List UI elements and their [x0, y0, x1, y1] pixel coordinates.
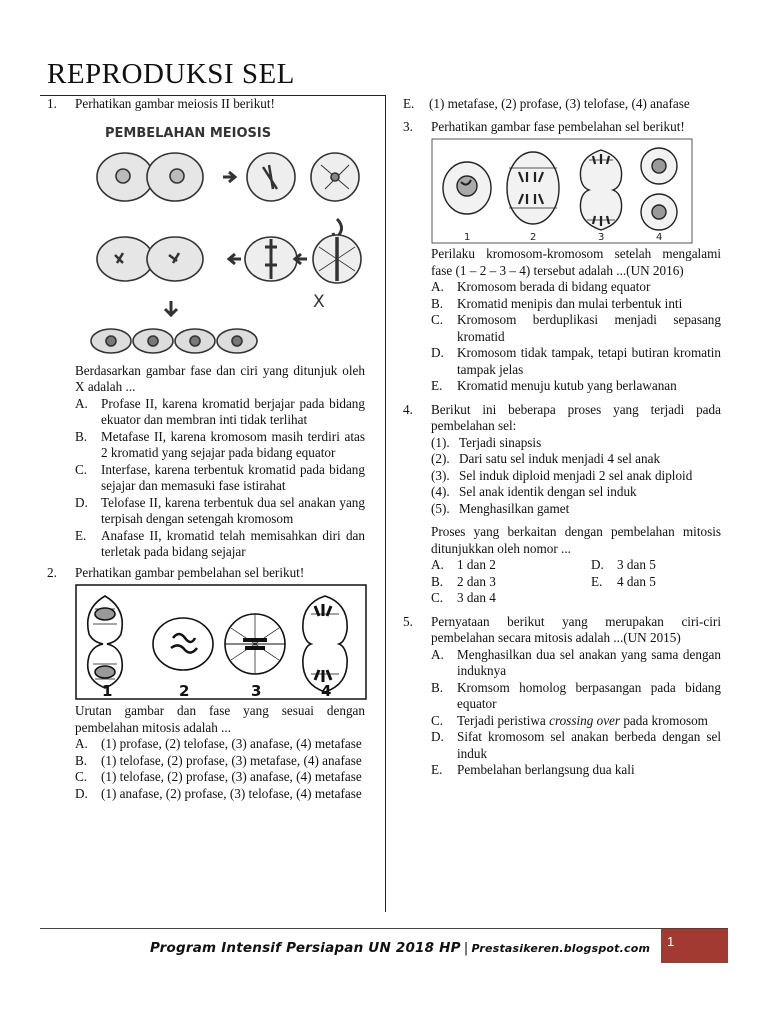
footer-rule	[40, 928, 728, 929]
options-list	[431, 279, 721, 395]
cell-2	[507, 152, 559, 224]
figure-label-x: X	[313, 291, 325, 312]
footer-blog-link[interactable]: Prestasikeren.blogspot.com	[471, 942, 651, 955]
option-a[interactable]: A. Kromosom berada di bidang equator	[431, 279, 651, 294]
process-item: (4). Sel anak identik dengan sel induk	[431, 484, 637, 499]
option-b[interactable]: B. 2 dan 3	[431, 573, 496, 589]
question-prompt: Perhatikan gambar pembelahan sel berikut!	[75, 564, 305, 580]
question-number: 2.	[47, 564, 57, 580]
option-e[interactable]: E. Kromatid menuju kutub yang berlawanan	[431, 378, 677, 393]
option-e[interactable]: E. Anafase II, kromatid telah memisahkan diri dan terletak pada bidang sejajar	[75, 527, 365, 559]
process-item: (3). Sel induk diploid menjadi 2 sel anak diploid	[431, 467, 693, 483]
cell-pair-mid-1	[97, 237, 203, 281]
question-3	[403, 119, 721, 395]
cell-mid-3	[313, 235, 361, 283]
page-number: 1	[667, 934, 675, 949]
question-stem: Proses yang berkaitan dengan pembelahan mitosis ditunjukkan oleh nomor ...	[431, 524, 721, 556]
process-item: (1). Terjadi sinapsis	[431, 434, 542, 450]
option-d[interactable]: D. (1) anafase, (2) profase, (3) telofase, (4) metafase	[75, 785, 362, 801]
option-c[interactable]: C. (1) telofase, (2) profase, (3) anafase, (4) metafase	[75, 769, 362, 784]
footer-program: Program Intensif Persiapan UN 2018 HP	[150, 940, 461, 956]
option-a[interactable]: A. 1 dan 2	[431, 557, 496, 572]
question-prompt: Pernyataan berikut yang merupakan ciri-ciri pembelahan secara mitosis adalah ...(UN 2015)	[431, 613, 721, 645]
figure-title: PEMBELAHAN MEIOSIS	[105, 125, 272, 141]
cell-mid-2	[245, 237, 297, 281]
page-number-box	[661, 929, 728, 963]
question-stem: Perilaku kromosom-kromosom setelah mengalami fase (1 – 2 – 3 – 4) tersebut adalah ...(UN 2016)	[431, 246, 721, 278]
option-d[interactable]: D. 3 dan 5	[591, 557, 656, 572]
footer-text	[150, 940, 650, 956]
cell-division-figure	[431, 138, 693, 244]
question-number: 1.	[47, 96, 57, 111]
cell-row-bottom	[91, 329, 257, 353]
cell-top-3	[311, 153, 359, 201]
option-a[interactable]: A. Profase II, karena kromatid berjajar pada bidang ekuator dan membran inti tidak terlihat	[75, 395, 365, 427]
option-d[interactable]: D. Sifat kromosom sel anakan berbeda dengan sel induk	[431, 729, 721, 761]
question-prompt: Perhatikan gambar meiosis II berikut!	[75, 96, 275, 111]
option-e[interactable]: E. Pembelahan berlangsung dua kali	[431, 762, 635, 777]
cell-top-2	[247, 153, 295, 201]
page-title: REPRODUKSI SEL	[47, 58, 295, 90]
question-number: 3.	[403, 118, 413, 134]
figure-label-1: 1	[102, 682, 113, 700]
options-list	[75, 736, 365, 802]
footer-separator: |	[463, 940, 469, 956]
option-e[interactable]: E. 4 dan 5	[591, 573, 656, 589]
figure-label-1: 1	[464, 232, 471, 243]
option-c[interactable]: C. Kromosom berduplikasi menjadi sepasang kromatid	[431, 312, 721, 344]
left-column	[47, 96, 365, 802]
question-stem: Berdasarkan gambar fase dan ciri yang ditunjuk oleh X adalah ...	[75, 362, 365, 394]
option-a[interactable]: A. (1) profase, (2) telofase, (3) anafase, (4) metafase	[75, 736, 362, 751]
arrow-right-icon	[223, 172, 235, 182]
option-d[interactable]: D. Kromosom tidak tampak, tetapi butiran kromatin tampak jelas	[431, 345, 721, 377]
cell-pair-top-1	[97, 153, 203, 201]
option-e[interactable]: E. (1) metafase, (2) profase, (3) telofase, (4) anafase	[403, 96, 690, 111]
options-grid	[431, 557, 721, 607]
arrow-left-icon	[229, 254, 241, 264]
question-number: 5.	[403, 613, 413, 629]
option-c[interactable]: C. Interfase, karena terbentuk kromatid pada bidang sejajar dan memasuki fase istirahat	[75, 461, 365, 493]
cell-1	[443, 162, 491, 214]
question-1	[47, 96, 365, 561]
option-b[interactable]: B. Metafase II, karena kromosom masih terdiri atas 2 kromatid yang sejajar pada bidang equator	[75, 428, 365, 460]
mitosis-figure	[75, 584, 367, 700]
figure-label-3: 3	[598, 232, 605, 243]
question-stem: Urutan gambar dan fase yang sesuai dengan pembelahan mitosis adalah ...	[75, 703, 365, 735]
question-number: 4.	[403, 401, 413, 417]
meiosis-figure	[75, 119, 365, 359]
process-item: (2). Dari satu sel induk menjadi 4 sel anak	[431, 451, 661, 466]
option-b[interactable]: B. Kromatid menipis dan mulai terbentuk inti	[431, 295, 683, 311]
option-c[interactable]: C. 3 dan 4	[431, 590, 496, 605]
options-list-continued	[403, 96, 721, 113]
figure-label-3: 3	[251, 682, 262, 700]
option-d[interactable]: D. Telofase II, karena terbentuk dua sel anakan yang terpisah dengan setengah kromosom	[75, 494, 365, 526]
cell-metafase	[225, 614, 285, 674]
arrow-down-icon	[165, 301, 177, 315]
figure-label-2: 2	[179, 682, 190, 700]
option-a[interactable]: A. Menghasilkan dua sel anakan yang sama dengan induknya	[431, 646, 721, 678]
question-2	[47, 565, 365, 803]
question-prompt: Berikut ini beberapa proses yang terjadi pada pembelahan sel:	[431, 401, 721, 433]
question-4	[403, 402, 721, 607]
option-c[interactable]: C. Terjadi peristiwa crossing over pada kromosom	[431, 712, 708, 728]
process-item: (5). Menghasilkan gamet	[431, 500, 570, 516]
right-column	[403, 96, 721, 779]
figure-label-4: 4	[321, 682, 332, 700]
column-divider	[385, 95, 386, 912]
option-b[interactable]: B. Kromsom homolog berpasangan pada bidang equator	[431, 679, 721, 711]
figure-label-4: 4	[656, 232, 663, 243]
option-b[interactable]: B. (1) telofase, (2) profase, (3) metafase, (4) anafase	[75, 752, 362, 768]
figure-label-2: 2	[530, 232, 537, 243]
options-list	[431, 647, 721, 779]
question-5	[403, 614, 721, 779]
process-list	[431, 435, 721, 518]
options-list	[75, 396, 365, 561]
question-prompt: Perhatikan gambar fase pembelahan sel berikut!	[431, 118, 685, 134]
